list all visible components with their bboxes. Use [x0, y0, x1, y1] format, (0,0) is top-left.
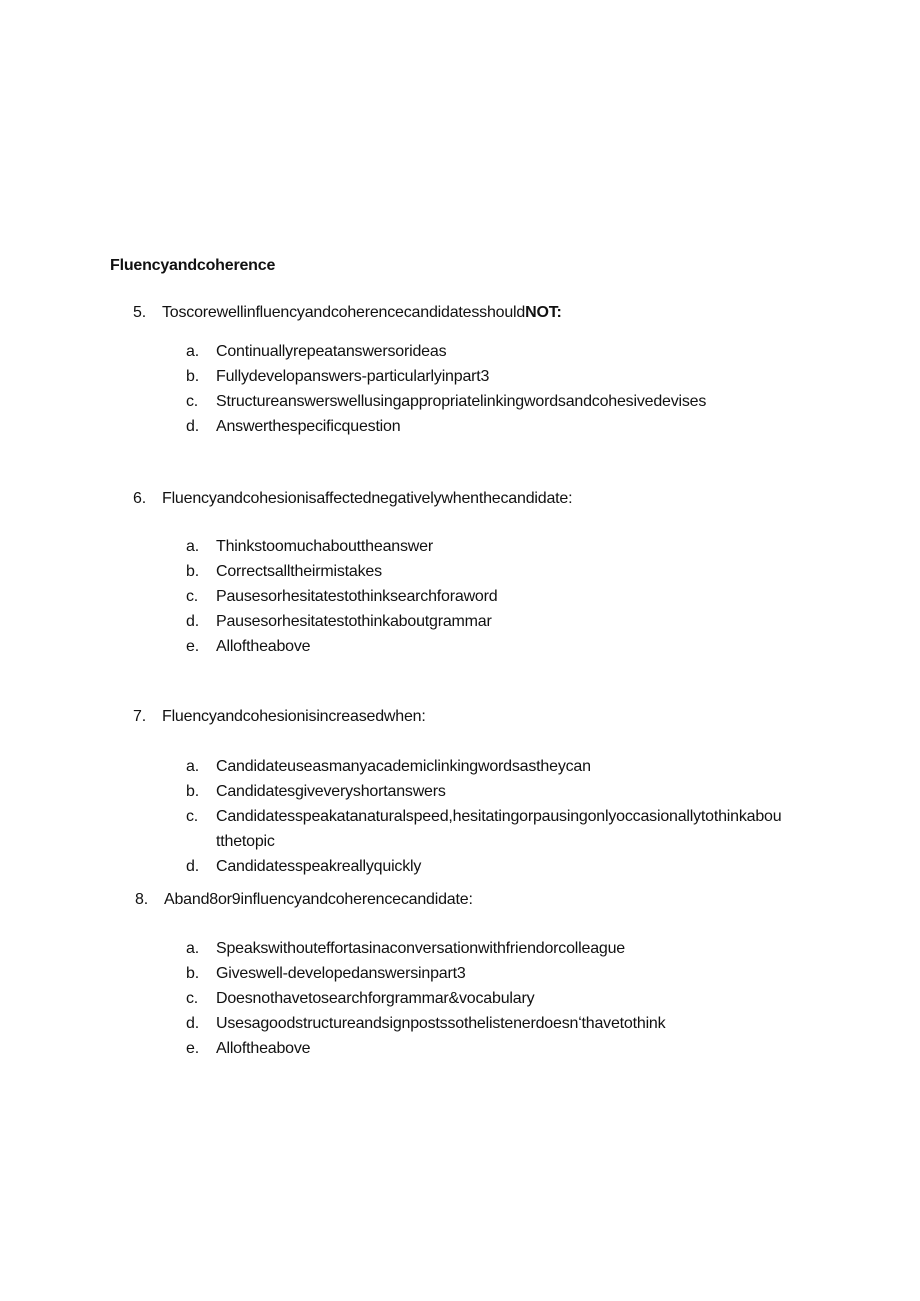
option-letter: b. [186, 368, 199, 385]
option-letter: b. [186, 783, 199, 800]
option-item [186, 804, 782, 854]
option-item [186, 936, 665, 961]
question-text: Toscorewellinfluencyandcoherencecandidatesshould [162, 304, 526, 321]
option-text: Thinkstoomuchabouttheanswer [216, 538, 433, 555]
option-text: Pausesorhesitatestothinkaboutgrammar [216, 613, 492, 630]
option-text: Speakswithouteffortasinaconversationwithfriendorcolleague [216, 940, 626, 957]
option-item [186, 559, 497, 584]
option-letter: a. [186, 538, 199, 555]
option-item [186, 414, 706, 439]
option-letter: d. [186, 858, 199, 875]
options-list-5 [186, 339, 706, 439]
section-heading: Fluencyandcoherence [110, 257, 276, 274]
option-item [186, 779, 782, 804]
option-text: Giveswell-developedanswersinpart3 [216, 965, 466, 982]
question-7 [133, 708, 426, 726]
option-item [186, 584, 497, 609]
option-letter: e. [186, 1040, 199, 1057]
option-item [186, 364, 706, 389]
option-letter: b. [186, 965, 199, 982]
option-text: Alloftheabove [216, 1040, 311, 1057]
option-item [186, 854, 782, 879]
option-item [186, 339, 706, 364]
option-item [186, 609, 497, 634]
option-letter: e. [186, 638, 199, 655]
option-letter: c. [186, 588, 199, 605]
option-letter: a. [186, 758, 199, 775]
option-text: Pausesorhesitatestothinksearchforaword [216, 588, 498, 605]
question-8 [135, 891, 473, 909]
option-text: Candidatesspeakreallyquickly [216, 858, 422, 875]
option-text: Fullydevelopanswers-particularlyinpart3 [216, 368, 490, 385]
option-letter: d. [186, 418, 199, 435]
options-list-7 [186, 754, 782, 879]
option-text: Alloftheabove [216, 638, 311, 655]
option-letter: a. [186, 343, 199, 360]
option-letter: a. [186, 940, 199, 957]
question-emphasis: NOT: [525, 304, 562, 321]
question-text: Fluencyandcohesionisincreasedwhen: [162, 708, 426, 725]
option-text: Usesagoodstructureandsignpostssothelistenerdoesnʻthavetothink [216, 1015, 666, 1032]
option-letter: c. [186, 393, 199, 410]
option-text: Doesnothavetosearchforgrammar&vocabulary [216, 990, 535, 1007]
option-letter: c. [186, 990, 199, 1007]
option-item [186, 986, 665, 1011]
options-list-8 [186, 936, 665, 1061]
option-item [186, 754, 782, 779]
option-text: Candidateuseasmanyacademiclinkingwordsastheycan [216, 758, 591, 775]
question-5 [133, 304, 562, 322]
option-text: Answerthespecificquestion [216, 418, 401, 435]
option-text: Correctsalltheirmistakes [216, 563, 382, 580]
option-item [186, 634, 497, 659]
option-text: Candidatesspeakatanaturalspeed,hesitatingorpausingonlyoccasionallytothinkaboutthetopic [216, 808, 782, 850]
option-letter: d. [186, 1015, 199, 1032]
question-text: Fluencyandcohesionisaffectednegativelywhenthecandidate: [162, 490, 573, 507]
option-text: Structureanswerswellusingappropriatelinkingwordsandcohesivedevises [216, 393, 707, 410]
option-item [186, 1011, 665, 1036]
option-text: Candidatesgiveveryshortanswers [216, 783, 446, 800]
option-item [186, 534, 497, 559]
question-number: 8. [135, 891, 148, 908]
options-list-6 [186, 534, 497, 659]
option-item [186, 1036, 665, 1061]
question-text: Aband8or9influencyandcoherencecandidate: [164, 891, 473, 908]
option-letter: b. [186, 563, 199, 580]
question-number: 7. [133, 708, 146, 725]
option-letter: d. [186, 613, 199, 630]
option-item [186, 961, 665, 986]
question-number: 5. [133, 304, 146, 321]
option-letter: c. [186, 808, 199, 825]
question-number: 6. [133, 490, 146, 507]
option-text: Continuallyrepeatanswersorideas [216, 343, 447, 360]
question-6 [133, 490, 572, 508]
option-item [186, 389, 706, 414]
